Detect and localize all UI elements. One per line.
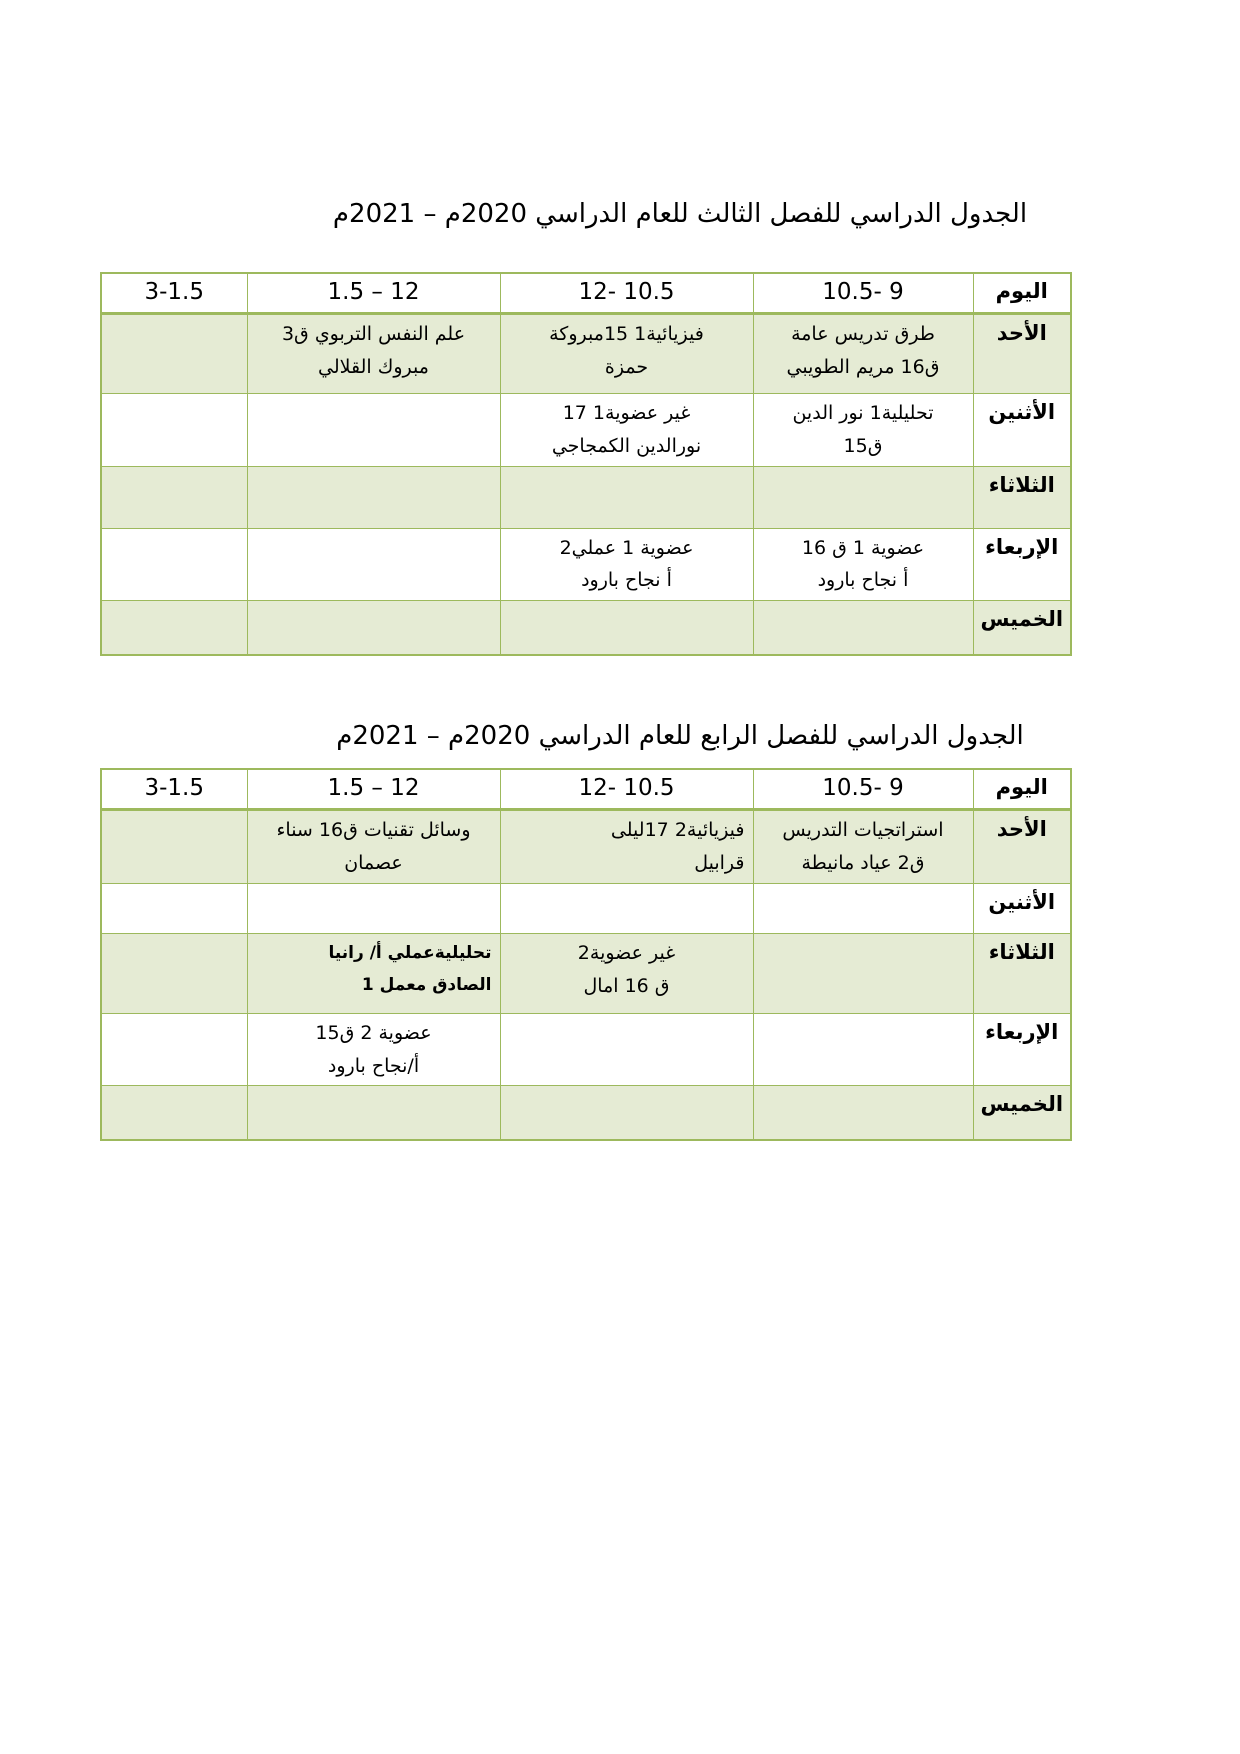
schedule-cell	[247, 933, 500, 1013]
schedule-cell	[753, 528, 973, 600]
schedule-cell-line: ق 16 امال	[583, 974, 670, 997]
schedule-cell-line: علم النفس التربوي ق3	[281, 323, 466, 346]
schedule-cell-line: فيزيائية1 15مبروكة	[549, 323, 704, 346]
schedule-cell	[753, 466, 973, 528]
schedule-cell	[247, 314, 500, 394]
schedule-cell	[500, 314, 753, 394]
schedule-cell	[101, 1086, 247, 1140]
day-row	[101, 314, 1071, 394]
time-column-header: 3-1.5	[101, 273, 247, 314]
schedule-cell-line: غير عضوية2	[577, 941, 676, 964]
day-row	[101, 883, 1071, 933]
schedule-cell-line: عضوية 1 ق 16	[801, 536, 925, 559]
schedule-cell-line: طرق تدريس عامة	[791, 323, 935, 346]
day-row	[101, 528, 1071, 600]
schedule-cell	[753, 1013, 973, 1085]
semester-4-title: الجدول الدراسي للفصل الرابع للعام الدراسي 2020م – 2021م	[336, 720, 1024, 751]
schedule-cell-line: أ نجاح بارود	[581, 569, 672, 592]
time-column-header: 12- 10.5	[500, 273, 753, 314]
schedule-cell	[500, 933, 753, 1013]
schedule-cell	[247, 528, 500, 600]
day-row	[101, 1086, 1071, 1140]
schedule-cell	[753, 809, 973, 883]
day-row	[101, 1013, 1071, 1085]
time-column-header: 3-1.5	[101, 769, 247, 810]
schedule-cell	[101, 394, 247, 466]
header-row	[101, 769, 1071, 810]
schedule-cell-line: تحليليةعملي أ/ رانيا	[328, 942, 492, 963]
schedule-cell-line: أ/نجاح بارود	[327, 1054, 420, 1077]
schedule-cell	[101, 314, 247, 394]
day-row	[101, 601, 1071, 655]
schedule-cell	[753, 883, 973, 933]
schedule-cell-line: عضوية 2 ق15	[315, 1021, 432, 1044]
schedule-cell	[101, 883, 247, 933]
schedule-cell-line: ق16 مريم الطويبي	[786, 356, 940, 379]
day-row	[101, 933, 1071, 1013]
schedule-cell-line: غير عضوية1 17	[562, 402, 691, 425]
day-label: الأحد	[973, 314, 1071, 394]
day-row	[101, 394, 1071, 466]
schedule-cell	[101, 601, 247, 655]
day-label: الأثنين	[973, 883, 1071, 933]
schedule-cell	[500, 528, 753, 600]
day-column-header: اليوم	[973, 273, 1071, 314]
schedule-cell	[247, 1086, 500, 1140]
day-label: الخميس	[973, 601, 1071, 655]
schedule-cell	[753, 601, 973, 655]
schedule-cell-line: الصادق معمل 1	[361, 975, 492, 996]
schedule-cell	[101, 466, 247, 528]
day-label: الأثنين	[973, 394, 1071, 466]
schedule-cell-line: وسائل تقنيات ق16 سناء	[276, 818, 471, 841]
schedule-cell-line: قرابيل	[694, 851, 745, 874]
schedule-cell-line: تحليلية1 نور الدين	[792, 402, 934, 425]
day-label: الإربعاء	[973, 1013, 1071, 1085]
schedule-cell	[753, 394, 973, 466]
schedule-cell	[101, 1013, 247, 1085]
day-label: الثلاثاء	[973, 933, 1071, 1013]
schedule-cell-line: حمزة	[604, 356, 649, 379]
schedule-cell-line: ق2 عياد مانيطة	[801, 851, 925, 874]
schedule-cell	[101, 809, 247, 883]
schedule-cell	[753, 933, 973, 1013]
day-label: الأحد	[973, 809, 1071, 883]
schedule-cell	[753, 1086, 973, 1140]
day-label: الإربعاء	[973, 528, 1071, 600]
schedule-cell	[500, 883, 753, 933]
day-label: الثلاثاء	[973, 466, 1071, 528]
schedule-cell-line: أ نجاح بارود	[817, 569, 909, 592]
schedule-cell-line: نورالدين الكمجاجي	[551, 435, 702, 458]
schedule-cell-line: ق15	[843, 435, 883, 458]
day-label: الخميس	[973, 1086, 1071, 1140]
schedule-cell-line: عصمان	[344, 851, 403, 874]
time-column-header: 1.5 – 12	[247, 769, 500, 810]
semester-4-schedule-table	[100, 768, 1072, 1141]
schedule-cell	[247, 1013, 500, 1085]
schedule-cell-line: مبروك القلالي	[318, 356, 429, 379]
schedule-cell	[753, 314, 973, 394]
schedule-cell	[247, 601, 500, 655]
schedule-cell	[247, 809, 500, 883]
time-column-header: 1.5 – 12	[247, 273, 500, 314]
day-row	[101, 466, 1071, 528]
semester-4-section	[0, 718, 1240, 1141]
day-column-header: اليوم	[973, 769, 1071, 810]
header-row	[101, 273, 1071, 314]
semester-3-schedule-table	[100, 272, 1072, 655]
schedule-cell	[500, 809, 753, 883]
schedule-cell-line: فيزيائية2 17ليلى	[610, 818, 745, 841]
schedule-cell	[101, 528, 247, 600]
schedule-cell	[500, 1086, 753, 1140]
schedule-cell	[101, 933, 247, 1013]
time-column-header: 10.5- 9	[753, 769, 973, 810]
schedule-cell	[500, 394, 753, 466]
schedule-cell	[500, 1013, 753, 1085]
day-row	[101, 809, 1071, 883]
semester-3-section	[0, 0, 1240, 656]
schedule-cell-line: استراتجيات التدريس	[782, 818, 944, 841]
schedule-cell	[247, 466, 500, 528]
schedule-cell-line: عضوية 1 عملي2	[559, 536, 694, 559]
schedule-cell	[247, 883, 500, 933]
schedule-cell	[247, 394, 500, 466]
schedule-cell	[500, 601, 753, 655]
semester-3-title: الجدول الدراسي للفصل الثالث للعام الدراسي 2020م – 2021م	[332, 199, 1028, 229]
schedule-cell	[500, 466, 753, 528]
time-column-header: 10.5- 9	[753, 273, 973, 314]
time-column-header: 12- 10.5	[500, 769, 753, 810]
